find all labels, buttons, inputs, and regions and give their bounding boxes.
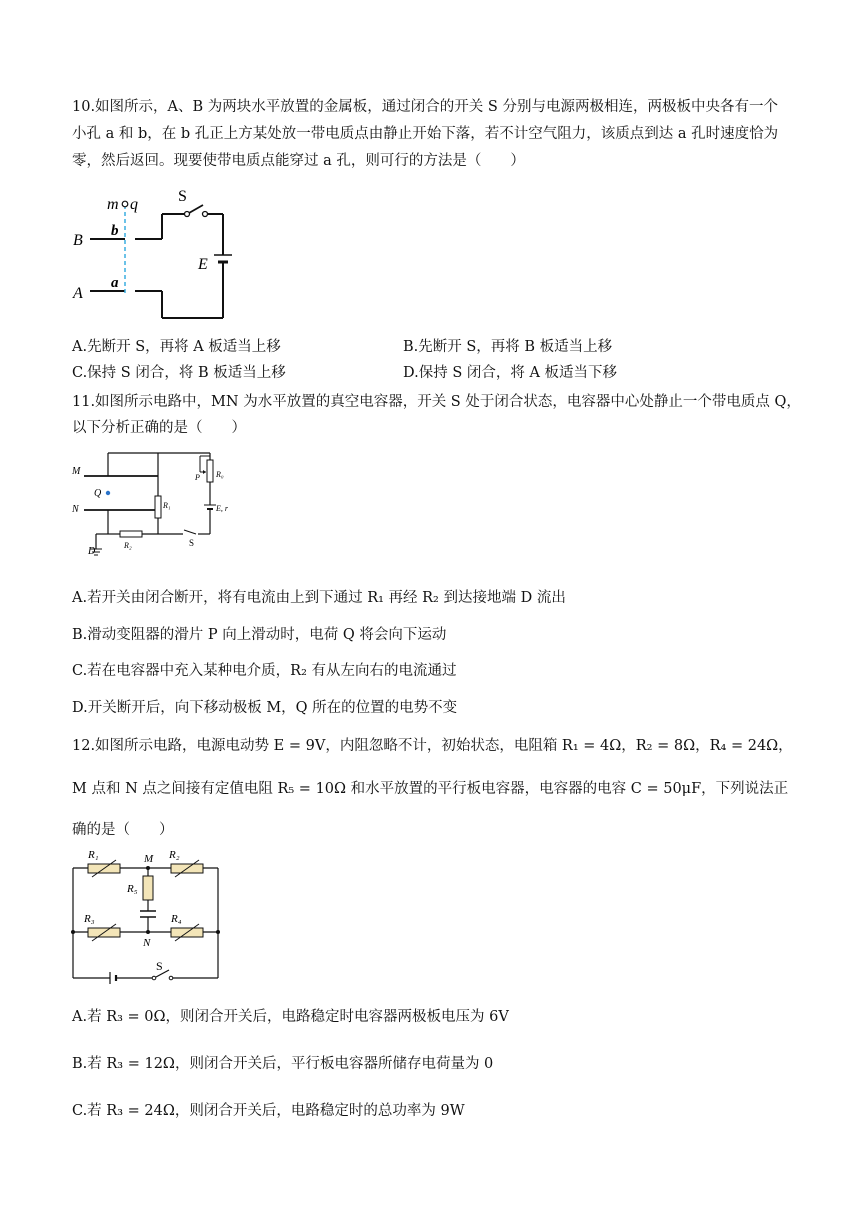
q12-label-R2: R₂ [169, 849, 180, 861]
q12-label-M: M [144, 853, 154, 865]
q11-label-Er: E, r [216, 504, 228, 513]
q10-label-a: a [111, 275, 119, 291]
q12-stem-line1: 12.如图所示电路，电源电动势 E = 9V，内阻忽略不计，初始状态，电阻箱 R₁ = 4Ω，R₂ = 8Ω，R₄ = 24Ω， [72, 738, 793, 754]
q11-stem-line2: 以下分析正确的是（ ） [72, 420, 246, 436]
q12-label-S: S [156, 959, 163, 973]
q11-label-Q: Q [94, 488, 102, 499]
q10-option-a: A.先断开 S，再将 A 板适当上移 [72, 339, 281, 355]
q10-option-c: C.保持 S 闭合，将 B 板适当上移 [72, 365, 286, 381]
q10-label-A: A [73, 285, 83, 302]
q11-label-R2: R₂ [124, 541, 132, 550]
q12-label-R3: R₃ [84, 913, 95, 925]
q11-option-b: B.滑动变阻器的滑片 P 向上滑动时，电荷 Q 将会向下运动 [72, 627, 447, 643]
q10-label-E: E [198, 256, 208, 273]
q10-stem-line3: 零，然后返回。现要使带电质点能穿过 a 孔，则可行的方法是（ ） [72, 153, 525, 169]
q10-label-q: q [130, 196, 138, 213]
q12-circuit-diagram [68, 846, 228, 986]
q11-option-c: C.若在电容器中充入某种电介质，R₂ 有从左向右的电流通过 [72, 663, 457, 679]
q11-option-d: D.开关断开后，向下移动极板 M，Q 所在的位置的电势不变 [72, 700, 458, 716]
q12-label-R1: R₁ [88, 849, 99, 861]
q11-label-N: N [72, 504, 79, 515]
q12-label-N: N [143, 937, 151, 949]
q11-label-P: P [195, 473, 200, 482]
q12-label-R5: R₅ [127, 883, 138, 895]
q10-stem-line2: 小孔 a 和 b，在 b 孔正上方某处放一带电质点由静止开始下落，若不计空气阻力，该质点到达 a 孔时速度恰为 [72, 126, 779, 142]
q11-stem-line1: 11.如图所示电路中，MN 为水平放置的真空电容器，开关 S 处于闭合状态，电容器中心处静止一个带电质点 Q， [72, 394, 801, 410]
q11-label-R0: R₀ [216, 470, 224, 479]
q11-label-D: D [88, 546, 96, 557]
q12-label-R4: R₄ [171, 913, 182, 925]
q11-circuit-diagram [70, 448, 250, 566]
q10-label-b: b [111, 223, 119, 239]
q10-label-m: m [107, 196, 119, 213]
q12-stem-line3: 确的是（ ） [72, 822, 174, 838]
q12-option-b: B.若 R₃ = 12Ω，则闭合开关后，平行板电容器所储存电荷量为 0 [72, 1056, 494, 1072]
q12-option-c: C.若 R₃ = 24Ω，则闭合开关后，电路稳定时的总功率为 9W [72, 1103, 465, 1119]
q11-label-M: M [72, 466, 81, 477]
q12-stem-line2: M 点和 N 点之间接有定值电阻 R₅ = 10Ω 和水平放置的平行板电容器，电容器的电容 C = 50μF，下列说法正 [72, 781, 789, 797]
q10-stem-line1: 10.如图所示，A、B 为两块水平放置的金属板，通过闭合的开关 S 分别与电源两极相连，两极板中央各有一个 [72, 99, 778, 115]
q12-option-a: A.若 R₃ = 0Ω，则闭合开关后，电路稳定时电容器两极板电压为 6V [72, 1009, 509, 1025]
q11-label-R1: R₁ [163, 501, 171, 510]
q10-option-b: B.先断开 S，再将 B 板适当上移 [403, 339, 613, 355]
q11-option-a: A.若开关由闭合断开，将有电流由上到下通过 R₁ 再经 R₂ 到达接地端 D 流出 [72, 590, 566, 606]
q10-label-B: B [73, 232, 83, 249]
q10-label-switch: S [178, 188, 187, 205]
q10-option-d: D.保持 S 闭合，将 A 板适当下移 [403, 365, 618, 381]
q11-label-S: S [189, 538, 195, 548]
q10-circuit-diagram [60, 185, 260, 325]
